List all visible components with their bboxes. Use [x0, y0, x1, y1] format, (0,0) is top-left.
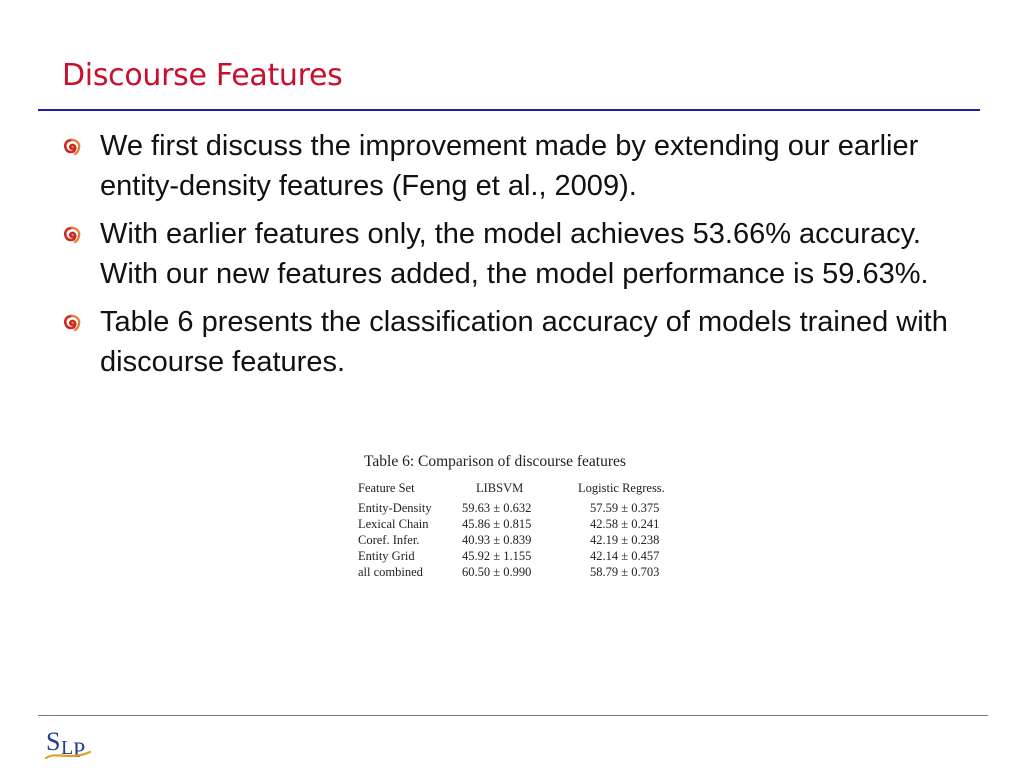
table-row — [358, 516, 665, 532]
table-cell: 45.86 ± 0.815 — [462, 517, 532, 531]
red-swirl-icon — [60, 224, 84, 248]
red-swirl-icon — [60, 136, 84, 160]
table-row — [358, 548, 665, 564]
svg-text:L: L — [61, 737, 74, 759]
table-cell: 42.19 ± 0.238 — [590, 533, 660, 547]
table-cell: Entity-Density — [358, 501, 432, 515]
red-swirl-icon — [60, 312, 84, 336]
table-row — [358, 532, 665, 548]
table-cell: 57.59 ± 0.375 — [590, 501, 660, 515]
table-cell: 42.14 ± 0.457 — [590, 549, 660, 563]
bullet-text: We first discuss the improvement made by extending our earlier entity-density features (Feng et al., 2009). — [100, 130, 919, 202]
table-cell: 59.63 ± 0.632 — [462, 501, 532, 515]
bullet-item — [60, 302, 980, 382]
title-divider — [38, 109, 980, 111]
comparison-table — [358, 480, 665, 580]
svg-text:S: S — [46, 727, 61, 756]
bullet-item — [60, 214, 980, 294]
table-header-cell: Logistic Regress. — [578, 481, 665, 495]
svg-text:P: P — [73, 737, 86, 762]
table-row — [358, 564, 665, 580]
table-caption: Table 6: Comparison of discourse features — [364, 453, 626, 470]
bullet-list — [60, 126, 980, 390]
bullet-text: Table 6 presents the classification accuracy of models trained with discourse features. — [100, 306, 948, 378]
table-header-row — [358, 480, 665, 500]
footer-divider — [38, 715, 988, 716]
table-cell: Entity Grid — [358, 549, 415, 563]
table-cell: 45.92 ± 1.155 — [462, 549, 532, 563]
slp-logo-icon — [44, 724, 94, 762]
table-cell: 60.50 ± 0.990 — [462, 565, 532, 579]
table-cell: all combined — [358, 565, 423, 579]
table-row — [358, 500, 665, 516]
table-cell: Coref. Infer. — [358, 533, 420, 547]
slide-title: Discourse Features — [62, 58, 343, 93]
table-cell: 42.58 ± 0.241 — [590, 517, 660, 531]
bullet-item — [60, 126, 980, 206]
table-header-cell: LIBSVM — [476, 481, 524, 495]
table-cell: 40.93 ± 0.839 — [462, 533, 532, 547]
table-cell: 58.79 ± 0.703 — [590, 565, 660, 579]
bullet-text: With earlier features only, the model achieves 53.66% accuracy. With our new features added, the model performance is 59.63%. — [100, 218, 929, 290]
comparison-table-figure — [358, 453, 678, 580]
table-cell: Lexical Chain — [358, 517, 429, 531]
table-header-cell: Feature Set — [358, 481, 415, 495]
